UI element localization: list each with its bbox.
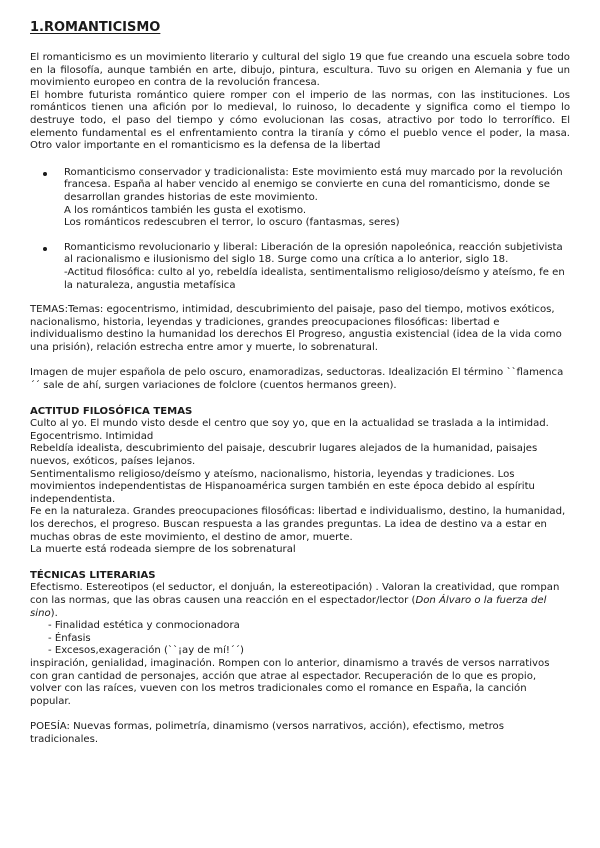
actitud-line-5: Fe en la naturaleza. Grandes preocupaciones filosóficas: libertad e individualismo, destino, la humanidad, los derechos, el progreso. Buscan respuesta a las grandes preguntas. La idea de destino va a estar en muchas obras de este movimiento, el destino de amor, muerte.: [30, 506, 566, 543]
list-item: [30, 242, 570, 292]
bullet-icon: [43, 172, 47, 176]
actitud-heading: ACTITUD FILOSÓFICA TEMAS: [30, 405, 193, 417]
intro-section: [30, 52, 570, 153]
tecnicas-after: inspiración, genialidad, imaginación. Rompen con lo anterior, dinamismo a través de versos narrativos con gran cantidad de personajes, acción que atrae al espectador. Recuperación de lo que es propio, volver con las raíces, vueven con los metros tradicionales como el romance en España, la canción popular.: [30, 657, 550, 707]
list-item: - Finalidad estética y conmocionadora: [48, 620, 570, 633]
actitud-line-4: Sentimentalismo religioso/deísmo y ateísmo, nacionalismo, historia, leyendas y tradiciones. Los movimientos independentistas de Hispanoamérica surgen también en este época debido al espíritu independentista.: [30, 468, 535, 505]
bullet-1-line-3: Los románticos redescubren el terror, lo oscuro (fantasmas, seres): [64, 217, 400, 229]
tecnicas-list: [30, 620, 570, 658]
bullet-2-line-1: Romanticismo revolucionario y liberal: Liberación de la opresión napoleónica, reacción subjetivista al racionalismo e ilusionismo del siglo 18. Surge como una crítica a lo anterior, siglo 18.: [64, 241, 563, 266]
actitud-line-2: Egocentrismo. Intimidad: [30, 430, 154, 442]
tecnicas-intro: [30, 582, 570, 620]
actitud-line-1: Culto al yo. El mundo visto desde el centro que soy yo, que en la actualidad se traslada a la intimidad.: [30, 418, 549, 430]
actitud-line-6: La muerte está rodeada siempre de los sobrenatural: [30, 544, 296, 556]
tecnicas-section: [30, 570, 570, 709]
bullet-icon: [43, 247, 47, 251]
tecnicas-intro-end: ).: [50, 607, 58, 619]
bullet-1-line-1: Romanticismo conservador y tradicionalista: Este movimiento está muy marcado por la revolución francesa. España al haber vencido al enemigo se convierte en cuna del romanticismo, donde se desarrollan grandes historias de este movimiento.: [64, 166, 563, 203]
bullet-2-line-2: -Actitud filosófica: culto al yo, rebeldía idealista, sentimentalismo religioso/deísmo y ateísmo, fe en la naturaleza, angustia metafísica: [64, 266, 565, 291]
actitud-section: [30, 406, 570, 557]
list-item: - Énfasis: [48, 633, 570, 646]
tecnicas-intro-text: Efectismo. Estereotipos (el seductor, el donjuán, la estereotipación) . Valoran la creatividad, que rompan con las normas, que las obras causen una reacción en el espectador/lector (: [30, 582, 560, 606]
list-item: - Excesos,exageración (``¡ay de mí!´´): [48, 645, 570, 658]
bullet-1-line-2: A los románticos también les gusta el exotismo.: [64, 204, 307, 216]
tecnicas-heading: TÉCNICAS LITERARIAS: [30, 569, 156, 581]
intro-paragraph-2: El hombre futurista romántico quiere romper con el imperio de las normas, con las instituciones. Los románticos tienen una afición por lo medieval, lo ruinoso, lo decadente y significa como el tiempo lo destruye todo, el paso del tiempo y cómo evolucionan las cosas, atractivo por todo lo terrorífico. El elemento fundamental es el enfrentamiento contra la tiranía y cómo el pueblo vence el poder, la masa. Otro valor importante en el romanticismo es la defensa de la libertad: [30, 89, 570, 152]
mujer-paragraph: Imagen de mujer española de pelo oscuro, enamoradizas, seductoras. Idealización El término ``flamenca ´´ sale de ahí, surgen variaciones de folclore (cuentos hermanos green).: [30, 367, 564, 392]
actitud-line-3: Rebeldía idealista, descubrimiento del paisaje, descubrir lugares alejados de la humanidad, paisajes nuevos, exóticos, países lejanos.: [30, 443, 538, 468]
intro-paragraph-1: El romanticismo es un movimiento literario y cultural del siglo 19 que fue creando una escuela sobre todo en la filosofía, aunque también en arte, dibujo, pintura, escultura. Tuvo su origen en Alemania y fue un movimiento europeo en contra de la revolución francesa.: [30, 52, 570, 89]
work-title: Don Álvaro o la fuerza del sino: [30, 594, 547, 619]
list-item: [30, 167, 570, 230]
romanticism-types-list: [30, 167, 570, 292]
page-title: 1.ROMANTICISMO: [30, 20, 161, 35]
poesia-paragraph: POESÍA: Nuevas formas, polimetría, dinamismo (versos narrativos, acción), efectismo, metros tradicionales.: [30, 721, 504, 745]
temas-paragraph: TEMAS:Temas: egocentrismo, intimidad, descubrimiento del paisaje, paso del tiempo, motivos exóticos, nacionalismo, historia, leyendas y tradiciones, grandes preocupaciones filosóficas: libertad e individualismo destino la humanidad los derechos El Progreso, angustia existencial (idea de la vida como una prisión), relación estrecha entre amor y muerte, lo sobrenatural.: [30, 304, 562, 353]
document-page: [30, 20, 570, 747]
